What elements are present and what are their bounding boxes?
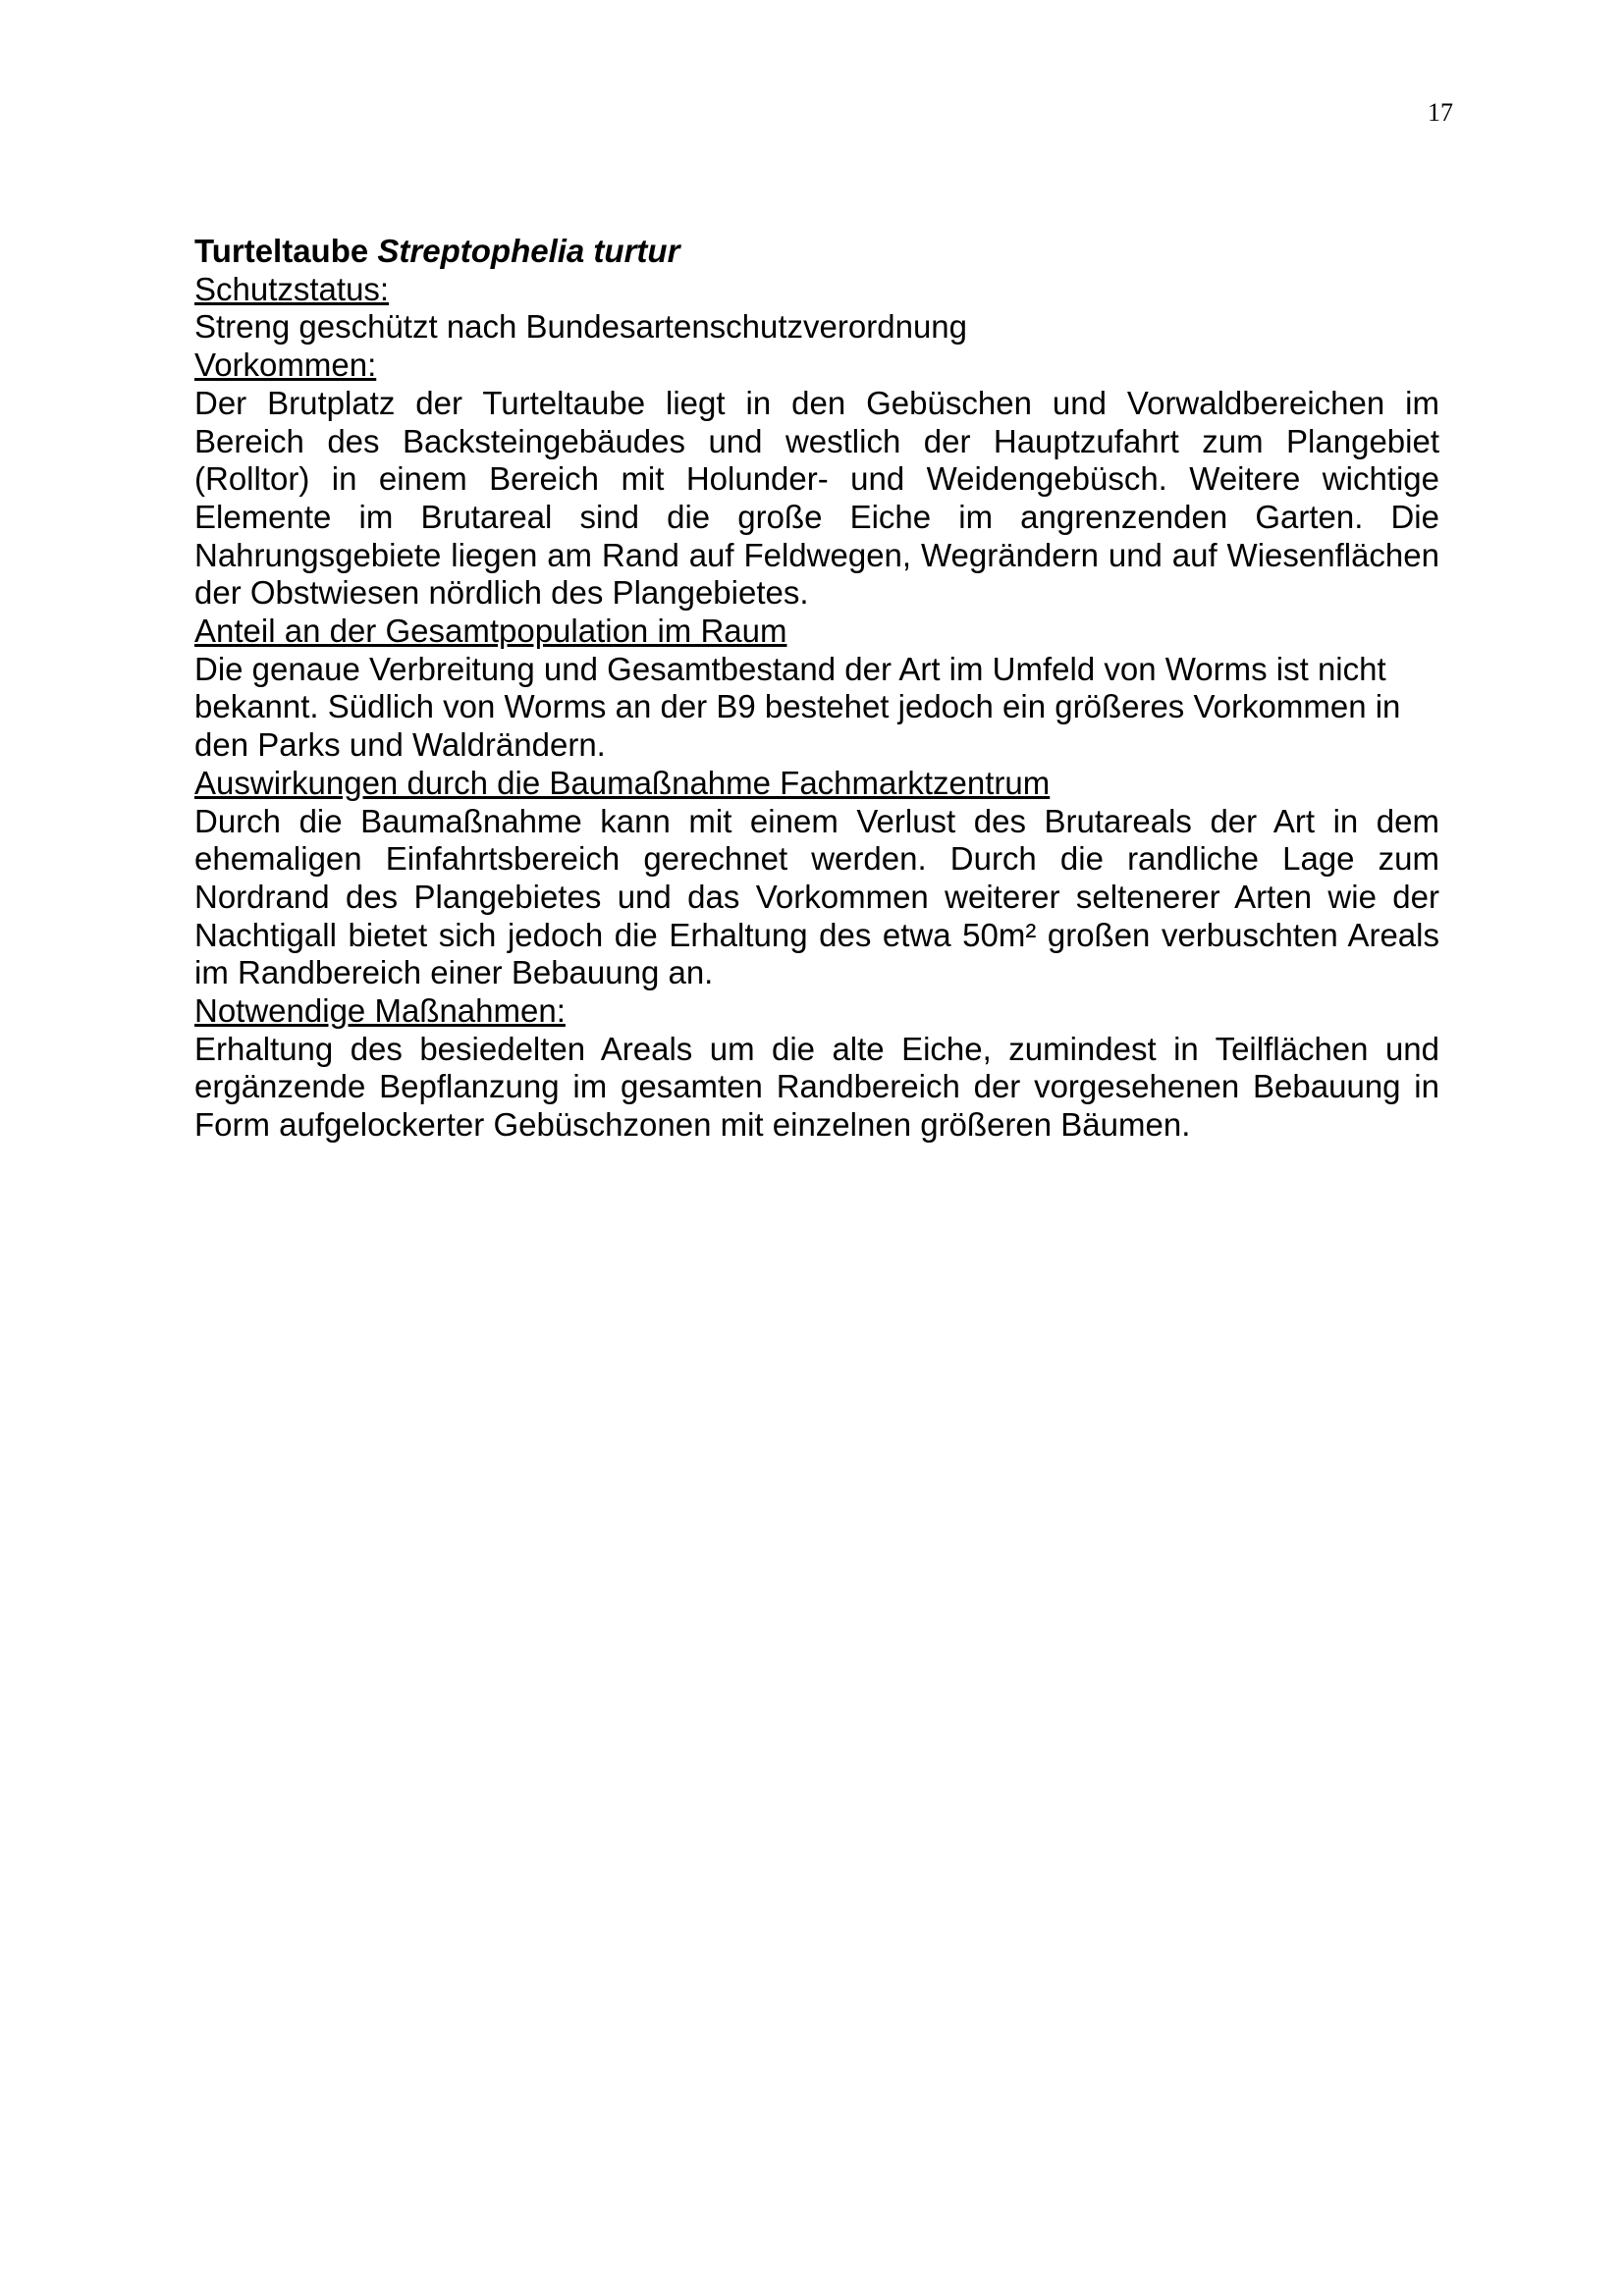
title-common-name: Turteltaube	[194, 233, 369, 269]
text-schutzstatus: Streng geschützt nach Bundesartenschutzverordnung	[194, 308, 968, 346]
heading-vorkommen: Vorkommen:	[194, 347, 377, 384]
text-anteil: Die genaue Verbreitung und Gesamtbestand der Art im Umfeld von Worms ist nicht bekannt. Südlich von Worms an der B9 bestehet jedoch ein größeres Vorkommen in den Parks und Waldrändern.	[194, 650, 1401, 764]
page-number: 17	[1428, 98, 1453, 127]
title-species-name: Streptophelia turtur	[377, 233, 680, 269]
text-auswirkungen: Durch die Baumaßnahme kann mit einem Verlust des Brutareals der Art in dem ehemaligen Einfahrtsbereich gerechnet werden. Durch die randliche Lage zum Nordrand des Plangebietes und das Vorkommen weiterer seltenerer Arten wie der Nachtigall bietet sich jedoch die Erhaltung des etwa 50m² großen verbuschten Areals im Randbereich einer Bebauung an.	[194, 802, 1439, 991]
heading-massnahmen: Notwendige Maßnahmen:	[194, 992, 566, 1030]
heading-schutzstatus: Schutzstatus:	[194, 270, 390, 307]
heading-auswirkungen: Auswirkungen durch die Baumaßnahme Fachmarktzentrum	[194, 764, 1051, 801]
document-body	[194, 233, 1439, 1145]
heading-anteil: Anteil an der Gesamtpopulation im Raum	[194, 613, 787, 650]
text-massnahmen: Erhaltung des besiedelten Areals um die alte Eiche, zumindest in Teilflächen und ergänzende Bepflanzung im gesamten Randbereich der vorgesehenen Bebauung in Form aufgelockerter Gebüschzonen mit einzelnen größeren Bäumen.	[194, 1030, 1439, 1144]
document-title	[194, 233, 1439, 271]
text-vorkommen: Der Brutplatz der Turteltaube liegt in den Gebüschen und Vorwaldbereichen im Bereich des Backsteingebäudes und westlich der Hauptzufahrt zum Plangebiet (Rolltor) in einem Bereich mit Holunder- und Weidengebüsch. Weitere wichtige Elemente im Brutareal sind die große Eiche im angrenzenden Garten. Die Nahrungsgebiete liegen am Rand auf Feldwegen, Wegrändern und auf Wiesenflächen der Obstwiesen nördlich des Plangebietes.	[194, 384, 1439, 612]
